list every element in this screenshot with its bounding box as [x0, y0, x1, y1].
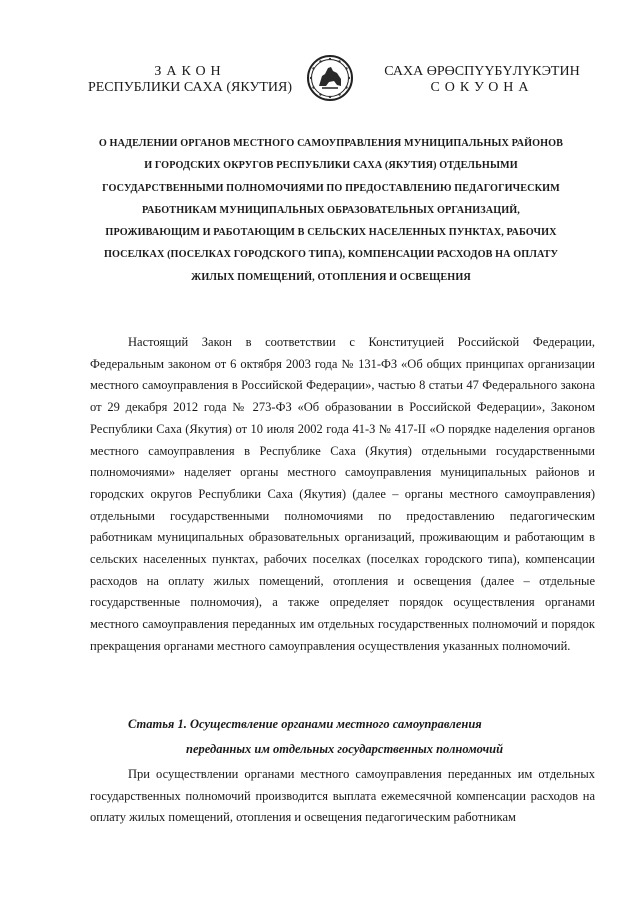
emblem-icon	[306, 52, 354, 104]
header-left-line1: ЗАКОН	[154, 64, 226, 79]
article-1-heading	[90, 712, 595, 762]
article-1-heading-line2: переданных им отдельных государственных полномочий	[186, 742, 504, 756]
header-right-line1: САХА ӨРӨСПҮҮБҮЛҮКЭТИН	[384, 64, 580, 79]
header-left-line2: РЕСПУБЛИКИ САХА (ЯКУТИЯ)	[87, 80, 293, 95]
preamble-paragraph: Настоящий Закон в соответствии с Конституцией Российской Федерации, Федеральным законом от 6 октября 2003 года № 131-ФЗ «Об общих принципах организации местного самоуправления в Российской Федерации», частью 8 статьи 47 Федерального закона от 29 декабря 2012 года № 273-ФЗ «Об образовании в Российской Федерации», Законом Республики Саха (Якутия) от 10 июля 2002 года 41-З № 417-II «О порядке наделения органов местного самоуправления в Республике Саха (Якутия) отдельными государственными полномочиями» наделяет органы местного самоуправления муниципальных районов и городских округов Республики Саха (Якутия) (далее – органы местного самоуправления) отдельными государственными полномочиями по предоставлению педагогическим работникам муниципальных образовательных организаций, проживающим и работающим в сельских населенных пунктах, рабочих поселках (поселках городского типа), компенсации расходов на оплату жилых помещений, отопления и освещения (далее – отдельные государственные полномочия), а также определяет порядок осуществления органами местного самоуправления переданных им отдельных государственных полномочий и порядок прекращения органами местного самоуправления осуществления указанных полномочий.	[90, 335, 595, 653]
article-1-paragraph: При осуществлении органами местного самоуправления переданных им отдельных государственных полномочий производится выплата ежемесячной компенсации расходов на оплату жилых помещений, отопления и освещения педагогическим работникам	[90, 767, 595, 825]
header-right	[362, 64, 602, 96]
article-1-heading-line1: Статья 1. Осуществление органами местного самоуправления	[128, 717, 482, 731]
header-right-line2: СОКУОНА	[430, 80, 534, 95]
coat-of-arms-emblem	[306, 52, 354, 104]
law-title: О НАДЕЛЕНИИ ОРГАНОВ МЕСТНОГО САМОУПРАВЛЕНИЯ МУНИЦИПАЛЬНЫХ РАЙОНОВ И ГОРОДСКИХ ОКРУГОВ РЕСПУБЛИКИ САХА (ЯКУТИЯ) ОТДЕЛЬНЫМИ ГОСУДАРСТВЕННЫМИ ПОЛНОМОЧИЯМИ ПО ПРЕДОСТАВЛЕНИЮ ПЕДАГОГИЧЕСКИМ РАБОТНИКАМ МУНИЦИПАЛЬНЫХ ОБРАЗОВАТЕЛЬНЫХ ОРГАНИЗАЦИЙ, ПРОЖИВАЮЩИМ И РАБОТАЮЩИМ В СЕЛЬСКИХ НАСЕЛЕННЫХ ПУНКТАХ, РАБОЧИХ ПОСЕЛКАХ (ПОСЕЛКАХ ГОРОДСКОГО ТИПА), КОМПЕНСАЦИИ РАСХОДОВ НА ОПЛАТУ ЖИЛЫХ ПОМЕЩЕНИЙ, ОТОПЛЕНИЯ И ОСВЕЩЕНИЯ	[98, 138, 564, 283]
header-left	[80, 64, 300, 96]
